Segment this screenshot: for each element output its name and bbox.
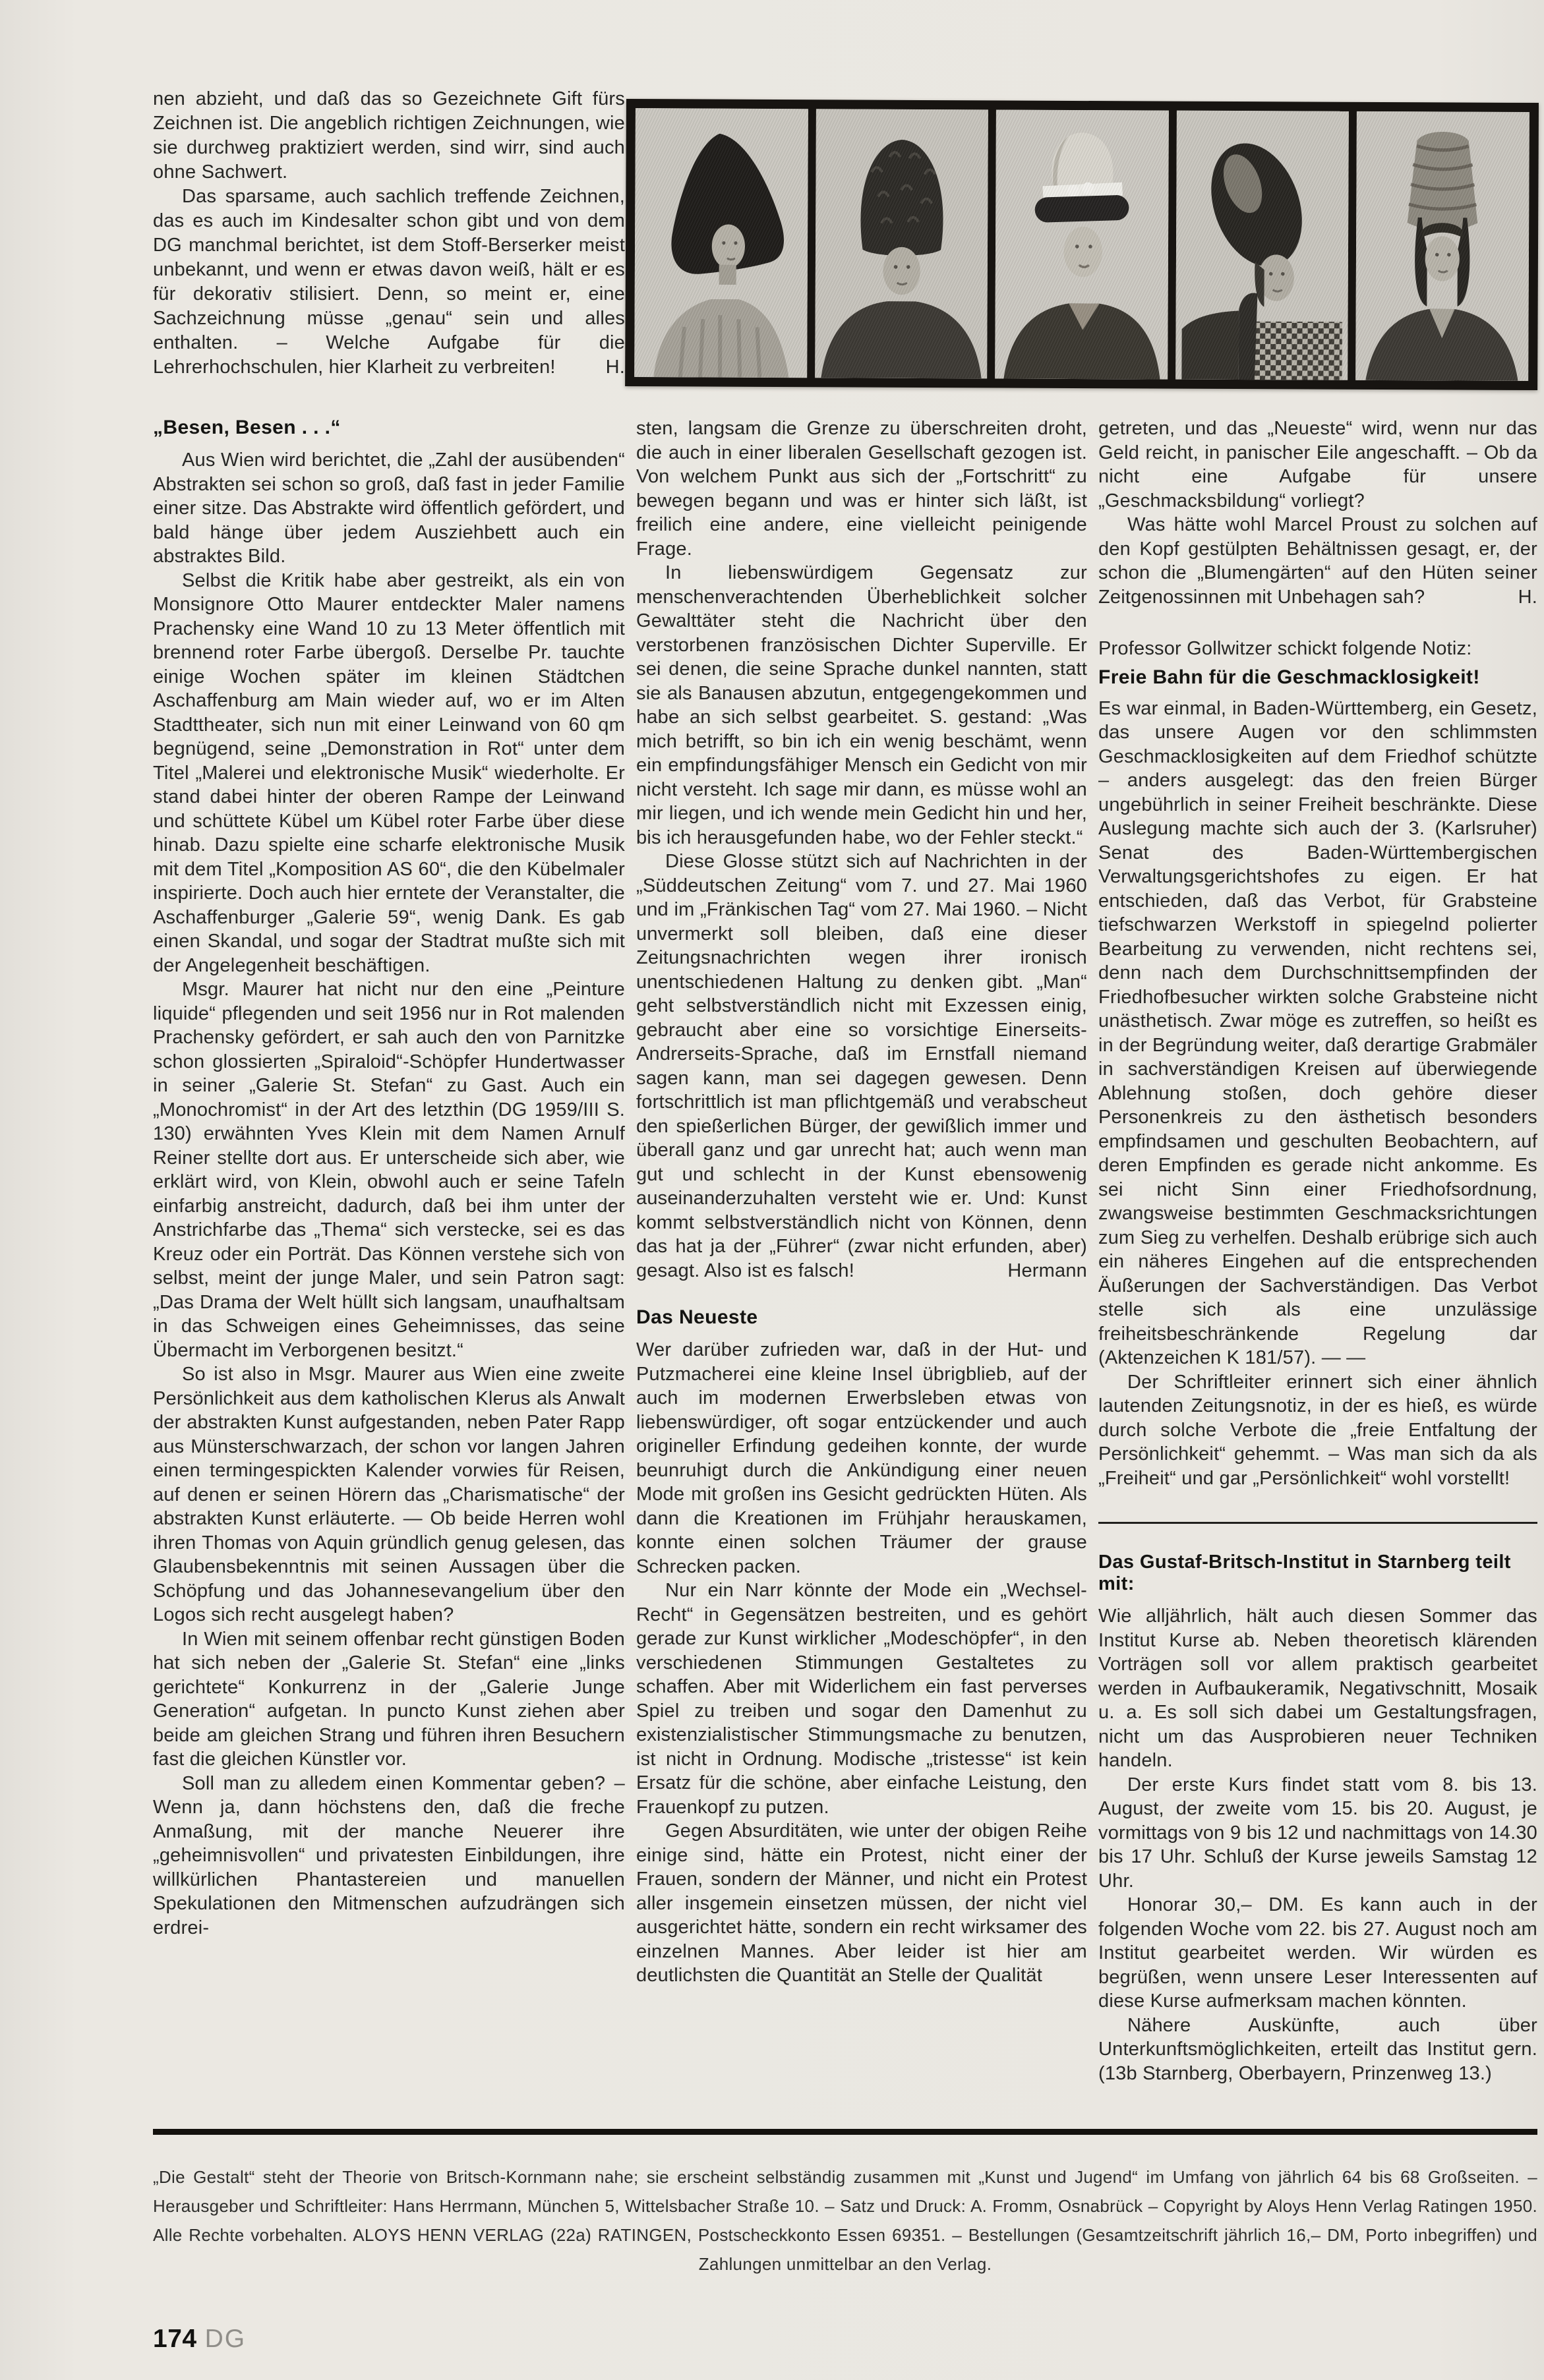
page-number: 174 [153, 2325, 197, 2353]
paragraph: In liebenswürdigem Gegensatz zur menschenverachtenden Überheblichkeit solcher Gewalttäter steht die Nachricht über den verstorbenen französischen Dichter Superville. Er sei denen, die seine Sprache dunkel nannten, statt sie als Banausen abzutun, entgegengekommen und habe an sich selbst gearbeitet. S. gestand: „Was mich betrifft, so bin ich ein wenig beschämt, wenn ein empfindungsfähiger Mensch ein Gedicht von mir nicht versteht. Ich sage mir dann, es müsse wohl an mir liegen, und ich wende mein Gedicht hin und her, bis ich herausgefunden habe, wo der Fehler steckt.“ [636, 562, 1087, 848]
section-divider-rule [1098, 1522, 1537, 1524]
hat-photo-3 [995, 109, 1168, 379]
paragraph: Nur ein Narr könnte der Mode ein „Wechsel-Recht“ in Gegensätzen bestreiten, und es gehört gerade zur Kunst wirklicher „Modeschöpfer“, in den verschiedenen Stimmungen Gestaltetes zu schaffen. Aber mit Widerlichem ein fast perverses Spiel zu treiben und sogar den Damenhut zu existenzialistischer Stimmungsmache zu benutzen, ist nicht in Ordnung. Modische „tristesse“ ist kein Ersatz für die schöne, aber einfache Leistung, den Frauenkopf zu putzen. [636, 1580, 1087, 1818]
journal-abbreviation: DG [204, 2325, 247, 2353]
imprint-text: „Die Gestalt“ steht der Theorie von Britsch-Kornmann nahe; sie erscheint selbständig zusammen mit „Kunst und Jugend“ im Umfang von jährlich 64 bis 68 Großseiten. – Herausgeber und Schriftleiter: Hans Herrmann, München 5, Wittelsbacher Straße 10. – Satz und Druck: A. Fromm, Osnabrück – Copyright by Aloys Henn Verlag Ratingen 1950. Alle Rechte vorbehalten. ALOYS HENN VERLAG (22a) RATINGEN, Postscheckkonto Essen 69351. – Bestellungen (Gesamtzeitschrift jährlich 16,– DM, Porto inbegriffen) und Zahlungen unmittelbar an den Verlag. [153, 2167, 1537, 2274]
top-row [0, 0, 1544, 388]
paragraph: Was hätte wohl Marcel Proust zu solchen auf den Kopf gestülpten Behältnissen gesagt, er, der schon die „Blumengärten“ auf den Hüten seiner Zeitgenossinnen mit Unbehagen sah? H. [1098, 513, 1537, 609]
paragraph: In Wien mit seinem offenbar recht günstigen Boden hat sich neben der „Galerie St. Stefan“ eine „links gerichtete“ Konkurrenz in der „Galerie Junge Generation“ aufgetan. In puncto Kunst ziehen aber beide am gleichen Strang und führen ihren Besuchern fast die gleichen Künstler vor. [153, 1628, 625, 1770]
paragraph: Wie alljährlich, hält auch diesen Sommer das Institut Kurse ab. Neben theoretisch klärenden Vorträgen soll vor allem praktisch gearbeitet werden in Aufbaukeramik, Negativschnitt, Mosaik u. a. Es soll sich dabei um Gestaltungsfragen, nicht um das Ausprobieren neuer Techniken handeln. [1098, 1606, 1537, 1771]
lead-continuation [153, 87, 625, 380]
section-heading-neueste: Das Neueste [636, 1306, 758, 1328]
column-right [1098, 417, 1537, 2085]
hat-photo-5 [1356, 111, 1529, 381]
paragraph: Msgr. Maurer hat nicht nur den eine „Peinture liquide“ pflegenden und seit 1956 nur in Rot malenden Prachensky gefördert, er sah auch den von Parnitzke schon glossierten „Spiraloid“-Schöpfer Hundertwasser in seiner „Galerie St. Stefan“ zu Gast. Auch ein „Monochromist“ in der Art des letzthin (DG 1959/III S. 130) erwähnten Yves Klein mit dem Namen Arnulf Reiner stellte dort aus. Er unterscheide sich aber, wie erklärt wird, von Klein, obwohl auch er seine Tafeln einfarbig anstreicht, dadurch, daß bei ihm unter der Anstrichfarbe das „Thema“ sich verstecke, sei es das Kreuz oder ein Porträt. Das Können verstehe sich von selbst, meint der junge Maler, und sein Patron sagt: „Das Drama der Welt hüllt sich langsam, unaufhaltsam in das Schweigen eines Geheimnisses, das seine Übermacht im Verborgenen besitzt.“ [153, 979, 625, 1361]
paragraph: nen abzieht, und daß das so Gezeichnete Gift fürs Zeichnen ist. Die angeblich richtigen Zeichnungen, wie sie durchweg praktiziert werden, sind wirr, sind auch ohne Sachwert. [153, 88, 625, 183]
paragraph: Das sparsame, auch sachlich treffende Zeichnen, das es auch im Kindesalter schon gibt und von dem DG manchmal berichtet, ist dem Stoff-Berserker meist unbekannt, und wenn er etwas davon weiß, hält er es für dekorativ stilisiert. Denn, so meint er, eine Sachzeichnung müsse „genau“ sein und alles enthalten. – Welche Aufgabe für die Lehrerhochschulen, hier Klarheit zu verbreiten! H. [153, 185, 625, 380]
paragraph: Aus Wien wird berichtet, die „Zahl der ausübenden“ Abstrakten sei schon so groß, daß fast in jeder Familie einer sitze. Das Abstrakte wird öffentlich gefördert, und bald hänge über jedem Ausziehbett auch ein abstraktes Bild. [153, 450, 625, 567]
paragraph: Diese Glosse stützt sich auf Nachrichten in der „Süddeutschen Zeitung“ vom 7. und 27. Mai 1960 und im „Fränkischen Tag“ vom 27. Mai 1960. – Nicht unvermerkt soll bleiben, daß eine dieser Zeitungsnachrichten wegen ihrer ironisch unentschiedenen Haltung zu denken gibt. „Man“ geht selbstverständlich nicht mit Exzessen einig, gebraucht aber eine so vorsichtige Einerseits-Andrerseits-Sprache, daß im Ernstfall niemand sagen kann, man sei dagegen gewesen. Denn fortschrittlich ist man pflichtgemäß und verabscheut den spießerlichen Bürger, der gewißlich immer und überall ganz und gar unrecht hat; auch wenn man gut und schlecht in der Kunst ebensowenig auseinanderzuhalten versteht wie er. Und: Kunst kommt selbstverständlich nicht von Können, denn das hat ja der „Führer“ (zwar nicht erfunden, aber) gesagt. Also ist es falsch! Hermann [636, 850, 1087, 1283]
section-heading-institut: Das Gustaf-Britsch-Institut in Starnberg teilt mit: [1098, 1552, 1511, 1594]
paragraph: Wer darüber zufrieden war, daß in der Hut- und Putzmacherei eine kleine Insel übrigblieb, auf der auch im modernen Erwerbsleben etwas von liebenswürdiger, oft sogar entzückender und auch origineller Erfindung gedeihen konnte, der wurde beunruhigt durch die Ankündigung einer neuen Mode mit großen ins Gesicht gedrückten Hüten. Als dann die Kreationen im Frühjahr herauskamen, konnte einen solchen Träumer der grause Schrecken packen. [636, 1339, 1087, 1577]
paragraph: Nähere Auskünfte, auch über Unterkunftsmöglichkeiten, erteilt das Institut gern. (13b Starnberg, Oberbayern, Prinzenweg 13.) [1098, 2014, 1537, 2084]
author-signature: Hermann [1007, 1260, 1087, 1281]
imprint-rule [153, 2129, 1537, 2135]
paragraph: Selbst die Kritik habe aber gestreikt, als ein von Monsignore Otto Maurer entdeckter Maler namens Prachensky eine Wand 10 zu 13 Meter öffentlich mit brennend roter Farbe übergoß. Derselbe Pr. tauchte einige Wochen später im kleinen Städtchen Aschaffenburg am Main wieder auf, wo er im Alten Stadttheater, sich nun mit einer Leinwand von 60 qm begnügend, seine „Demonstration in Rot“ unter dem Titel „Malerei und elektronische Musik“ wiederholte. Er stand dabei hinter der oberen Rampe der Leinwand und schüttete Kübel um Kübel roter Farbe über diese hinab. Dazu spielte eine scharfe elektronische Musik mit dem Titel „Komposition AS 60“, die den Kübelmaler inspirierte. Doch auch hier erntete der Veranstalter, die Aschaffenburger „Galerie 59“, wenig Dank. Es gab einen Skandal, und sogar der Stadtrat mußte sich mit der Angelegenheit beschäftigen. [153, 569, 625, 976]
hat-photo-2 [815, 109, 988, 378]
hat-photo-4 [1175, 111, 1349, 380]
section-heading-freie-bahn: Freie Bahn für die Geschmacklosigkeit! [1098, 666, 1480, 688]
column-left [153, 417, 625, 2085]
author-initial: H. [605, 357, 625, 378]
page-footer [153, 2325, 1544, 2354]
hat-photo-1 [634, 108, 808, 378]
paragraph: Soll man zu alledem einen Kommentar geben? – Wenn ja, dann höchstens den, daß die freche Anmaßung, mit der manche Neuerer ihre „geheimnisvollen“ und privatesten Einbildungen, ihre willkürlichen Phantastereien und manuellen Spekulationen den Mitmenschen aufzudrängen sich erdrei- [153, 1772, 625, 1938]
paragraph: Der erste Kurs findet statt vom 8. bis 13. August, der zweite vom 15. bis 20. August, je vormittags von 9 bis 12 und nachmittags von 14.30 bis 17 Uhr. Schluß der Kurse jeweils Samstag 12 Uhr. [1098, 1774, 1537, 1892]
paragraph: sten, langsam die Grenze zu überschreiten droht, die auch in einer liberalen Gesellschaft gezogen ist. Von welchem Punkt aus sich der „Fortschritt“ zu bewegen begann und was er hinter sich läßt, ist freilich eine andere, eine vielleicht peinigende Frage. [636, 418, 1087, 560]
section-heading-besen: „Besen, Besen . . .“ [153, 417, 341, 438]
column-middle [636, 417, 1087, 2085]
paragraph: Es war einmal, in Baden-Württemberg, ein Gesetz, das unsere Augen vor den schlimmsten Geschmacklosigkeiten auf dem Friedhof schützte – anders ausgelegt: das den freien Bürger ungebührlich in seiner Freiheit beschränkte. Diese Auslegung machte sich auch der 3. (Karlsruher) Senat des Baden-Württembergischen Verwaltungsgerichtshofes zu eigen. Er hat entschieden, daß das Verbot, für Grabsteine tiefschwarzen Werkstoff in spiegelnd polierter Bearbeitung zu verwenden, nicht rechtens sei, denn nach dem Durchschnittsempfinden der Friedhofbesucher wirkten solche Grabsteine nicht unästhetisch. Zwar möge es zutreffen, so heißt es in der Begründung weiter, daß derartige Grabmäler in sachverständigen Kreisen auf überwiegende Ablehnung stoßen, doch gehöre dieser Personenkreis zu den ästhetisch besonders empfindsamen und geschulten Beobachtern, auf deren Empfinden es gerade nicht ankomme. Es sei nicht Sinn einer Friedhofsordnung, zwangsweise bestimmten Geschmacksrichtungen zum Sieg zu verhelfen. Deshalb erübrige sich auch ein näheres Eingehen auf die entsprechenden Äußerungen der Sachverständigen. Das Verbot stelle sich als eine unzulässige freiheitsbeschränkende Regelung dar (Aktenzeichen K 181/57). — — [1098, 697, 1537, 1368]
notiz-intro: Professor Gollwitzer schickt folgende Notiz: [1098, 638, 1472, 659]
paragraph: getreten, und das „Neueste“ wird, wenn nur das Geld reicht, in panischer Eile angeschafft. – Ob da nicht eine Aufgabe für unsere „Geschmacksbildung“ vorliegt? [1098, 418, 1537, 511]
paragraph: Honorar 30,– DM. Es kann auch in der folgenden Woche vom 22. bis 27. August noch am Institut gearbeitet werden. Wir würden es begrüßen, wenn unsere Leser Interessenten auf diese Kurse aufmerksam machen könnten. [1098, 1894, 1537, 2012]
paragraph: So ist also in Msgr. Maurer aus Wien eine zweite Persönlichkeit aus dem katholischen Klerus als Anwalt der abstrakten Kunst aufgestanden, neben Pater Rapp aus Münsterschwarzach, der schon vor langen Jahren einen termingespickten Kalender vorwies für Reisen, auf denen er seinen Hörern das „Charismatische“ der abstrakten Kunst erläuterte. — Ob beide Herren wohl ihren Thomas von Aquin gründlich genug gelesen, das Glaubensbekenntnis mit seinen Aussagen über die Schöpfung und das Johannesevangelium über den Logos sich recht ausgelegt haben? [153, 1364, 625, 1625]
hat-photo-strip [625, 99, 1539, 390]
article-columns [153, 417, 1537, 2085]
paragraph: Gegen Absurditäten, wie unter der obigen Reihe einige sind, hätte ein Protest, nicht einer der Frauen, sondern der Männer, und nicht ein Protest aller insgemein einsetzen müssen, der nicht viel ausgerichtet hätte, sondern ein recht wirksamer des einzelnen Mannes. Aber leider ist hier am deutlichsten die Quantität an Stelle der Qualität [636, 1820, 1087, 1986]
paragraph: Der Schriftleiter erinnert sich einer ähnlich lautenden Zeitungsnotiz, in der es hieß, es würde durch solche Verbote die „freie Entfaltung der Persönlichkeit“ gehemmt. – Was man sich da als „Freiheit“ und gar „Persönlichkeit“ wohl vorstellt! [1098, 1371, 1537, 1489]
author-initial: H. [1518, 586, 1537, 608]
